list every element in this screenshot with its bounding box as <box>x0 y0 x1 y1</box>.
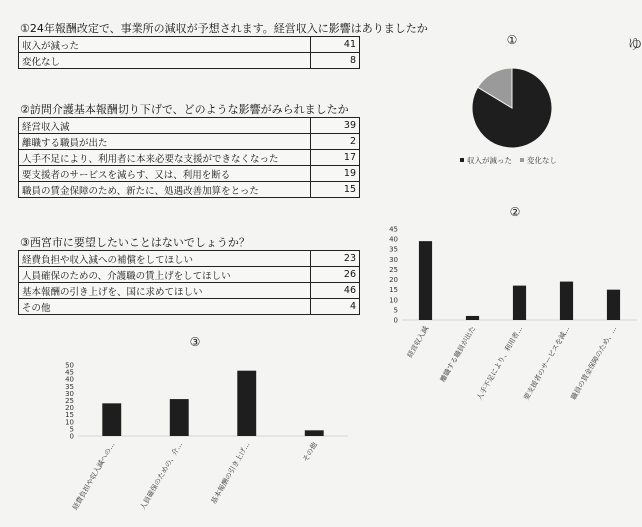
table-row <box>19 166 360 182</box>
x-category-label: 経費負担や収入減への... <box>71 441 117 512</box>
row-value: 4 <box>311 299 360 315</box>
y-tick-label: 25 <box>65 397 74 405</box>
row-label: 職員の賃金保障のため、新たに、処遇改善加算をとった <box>19 182 311 198</box>
row-label: 人員確保のための、介護職の賃上げをしてほしい <box>19 267 311 283</box>
bar <box>513 286 526 320</box>
x-category-label: 経営収入減 <box>405 325 431 360</box>
bar-chart-3 <box>50 330 380 520</box>
legend-label: 変化なし <box>527 156 557 165</box>
table-row <box>19 182 360 198</box>
row-label: 経営収入減 <box>19 118 311 134</box>
y-tick-label: 10 <box>389 296 398 305</box>
bar <box>607 290 620 320</box>
x-category-label: その他 <box>301 441 319 464</box>
x-category-label: 職員の賃金保障のため、... <box>569 325 619 402</box>
x-category-label: 要支援者のサービスを減... <box>522 325 572 402</box>
row-value: 39 <box>311 118 360 134</box>
legend-label: 収入が減った <box>467 156 512 165</box>
y-tick-label: 20 <box>389 276 398 285</box>
table-row <box>19 299 360 315</box>
bar-chart-2 <box>380 200 640 400</box>
y-tick-label: 5 <box>393 306 398 315</box>
bar-chart-2-title: ② <box>509 205 521 219</box>
y-tick-label: 45 <box>65 368 74 377</box>
y-tick-label: 35 <box>389 245 398 254</box>
question-2-title: ②訪問介護基本報酬切り下げで、どのような影響がみられましたか <box>20 103 349 116</box>
y-tick-label: 20 <box>65 404 74 413</box>
y-tick-label: 15 <box>389 286 398 295</box>
row-value: 19 <box>311 166 360 182</box>
row-value: 17 <box>311 150 360 166</box>
row-label: 離職する職員が出た <box>19 134 311 150</box>
question-1-title: ①24年報酬改定で、事業所の減収が予想されます。経営収入に影響はありましたか <box>20 22 428 35</box>
handwritten-mark: ゆ <box>628 37 642 53</box>
row-value: 15 <box>311 182 360 198</box>
pie-chart-title: ① <box>506 33 518 47</box>
legend-swatch <box>460 158 464 162</box>
table-row <box>19 267 360 283</box>
x-category-label: 人員確保のための、介... <box>138 441 184 512</box>
y-tick-label: 30 <box>389 255 398 264</box>
bar <box>419 241 432 320</box>
bar <box>560 282 573 320</box>
x-category-label: 人手不足により、利用者... <box>475 325 525 402</box>
table-row <box>19 134 360 150</box>
question-2-table <box>18 117 360 198</box>
y-tick-label: 0 <box>393 316 398 325</box>
y-tick-label: 15 <box>65 411 74 420</box>
y-tick-label: 0 <box>69 432 74 441</box>
bar <box>305 430 324 436</box>
row-value: 26 <box>311 267 360 283</box>
bar <box>237 371 256 436</box>
question-1-table <box>18 36 360 69</box>
table-row <box>19 118 360 134</box>
table-row <box>19 251 360 267</box>
x-category-label: 基本報酬の引き上げ... <box>209 441 252 506</box>
y-tick-label: 30 <box>65 389 74 398</box>
bar <box>170 399 189 436</box>
row-label: 変化なし <box>19 53 311 69</box>
bar-chart-3-title: ③ <box>189 335 201 349</box>
y-tick-label: 5 <box>69 425 74 434</box>
y-tick-label: 50 <box>65 361 74 370</box>
row-value: 46 <box>311 283 360 299</box>
y-tick-label: 40 <box>389 235 398 244</box>
bar <box>466 316 479 320</box>
question-3-table <box>18 250 360 315</box>
row-value: 2 <box>311 134 360 150</box>
row-label: 経費負担や収入減への補償をしてほしい <box>19 251 311 267</box>
question-3-title: ③西宮市に要望したいことはないでしょうか？ <box>20 236 250 249</box>
table-row <box>19 283 360 299</box>
y-tick-label: 45 <box>389 225 398 234</box>
row-value: 41 <box>311 37 360 53</box>
pie-chart <box>440 30 600 180</box>
table-row <box>19 150 360 166</box>
x-category-label: 離職する職員が出た <box>438 325 478 384</box>
table-row <box>19 37 360 53</box>
row-label: 人手不足により、利用者に本来必要な支援ができなくなった <box>19 150 311 166</box>
y-tick-label: 25 <box>389 265 398 274</box>
row-label: 収入が減った <box>19 37 311 53</box>
row-label: その他 <box>19 299 311 315</box>
row-value: 23 <box>311 251 360 267</box>
row-label: 基本報酬の引き上げを、国に求めてほしい <box>19 283 311 299</box>
row-label: 要支援者のサービスを減らす、又は、利用を断る <box>19 166 311 182</box>
table-row <box>19 53 360 69</box>
row-value: 8 <box>311 53 360 69</box>
y-tick-label: 10 <box>65 418 74 427</box>
y-tick-label: 35 <box>65 382 74 391</box>
y-tick-label: 40 <box>65 375 74 384</box>
legend-swatch <box>520 158 524 162</box>
bar <box>102 403 121 436</box>
